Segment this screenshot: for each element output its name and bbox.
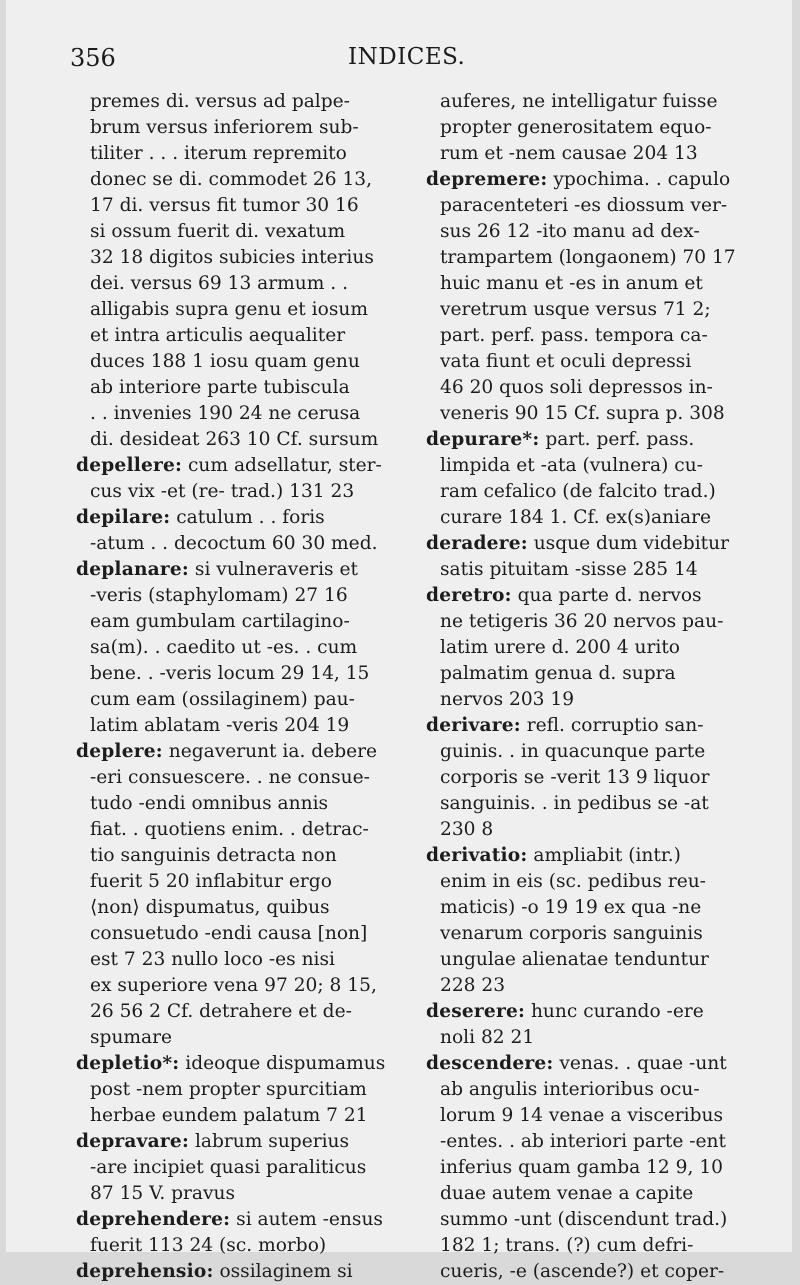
index-line — [76, 1155, 386, 1181]
index-line — [76, 297, 386, 323]
index-line — [76, 271, 386, 297]
page-number: 356 — [70, 44, 116, 72]
index-text: part. perf. pass. — [539, 429, 695, 450]
index-text: nervos 203 19 — [440, 689, 575, 710]
index-line — [76, 167, 386, 193]
index-text: negaverunt ia. debere — [162, 741, 377, 762]
index-line — [76, 921, 386, 947]
index-line — [76, 115, 386, 141]
index-text: et intra articulis aequaliter — [90, 325, 346, 346]
index-text: sanguinis. . in pedibus se -at — [440, 793, 709, 814]
index-line — [426, 999, 736, 1025]
index-line — [426, 765, 736, 791]
index-line — [426, 89, 736, 115]
index-text: herbae eundem palatum 7 21 — [90, 1105, 368, 1126]
index-line — [426, 1181, 736, 1207]
index-text: propter generositatem equo- — [440, 117, 712, 138]
index-line — [76, 323, 386, 349]
index-headword: deprehendere: — [76, 1209, 231, 1230]
index-line — [426, 1233, 736, 1259]
index-text: limpida et -ata (vulnera) cu- — [440, 455, 703, 476]
index-line — [76, 479, 386, 505]
index-text: veneris 90 15 Cf. supra p. 308 — [440, 403, 725, 424]
index-text: trampartem (longaonem) 70 17 — [440, 247, 736, 268]
index-text: ⟨non⟩ dispumatus, quibus — [90, 897, 330, 918]
index-line — [426, 427, 736, 453]
index-headword: deretro: — [426, 585, 512, 606]
index-line — [426, 739, 736, 765]
index-text: premes di. versus ad palpe- — [90, 91, 350, 112]
index-text: duces 188 1 iosu quam genu — [90, 351, 360, 372]
index-line — [76, 583, 386, 609]
index-line — [76, 1077, 386, 1103]
index-line — [426, 1051, 736, 1077]
index-text: spumare — [90, 1027, 173, 1048]
index-line — [426, 401, 736, 427]
index-text: bene. . -veris locum 29 14, 15 — [90, 663, 370, 684]
index-line — [426, 843, 736, 869]
index-text: usque dum videbitur — [527, 533, 729, 554]
index-line — [76, 609, 386, 635]
index-headword: descendere: — [426, 1053, 554, 1074]
index-text: tiliter . . . iterum repremito — [90, 143, 347, 164]
index-text: latim ablatam -veris 204 19 — [90, 715, 350, 736]
index-line — [426, 713, 736, 739]
index-line — [76, 947, 386, 973]
index-text: veretrum usque versus 71 2; — [440, 299, 711, 320]
index-text: 87 15 V. pravus — [90, 1183, 236, 1204]
index-line — [426, 531, 736, 557]
index-text: si ossum fuerit di. vexatum — [90, 221, 346, 242]
index-headword: deserere: — [426, 1001, 526, 1022]
index-text: est 7 23 nullo loco -es nisi — [90, 949, 335, 970]
index-headword: deplere: — [76, 741, 163, 762]
index-line — [426, 323, 736, 349]
index-line — [76, 661, 386, 687]
index-line — [76, 1259, 386, 1285]
index-line — [426, 869, 736, 895]
index-text: 230 8 — [440, 819, 494, 840]
index-text: catulum . . foris — [170, 507, 325, 528]
index-line — [76, 1103, 386, 1129]
index-text: fiat. . quotiens enim. . detrac- — [90, 819, 369, 840]
index-text: ex superiore vena 97 20; 8 15, — [90, 975, 377, 996]
index-text: ne tetigeris 36 20 nervos pau- — [440, 611, 724, 632]
index-line — [426, 1155, 736, 1181]
index-headword: depremere: — [426, 169, 548, 190]
index-line — [76, 1181, 386, 1207]
index-text: latim urere d. 200 4 urito — [440, 637, 681, 658]
index-text: noli 82 21 — [440, 1027, 535, 1048]
book-page — [6, 0, 792, 1282]
index-line — [426, 557, 736, 583]
index-line — [76, 453, 386, 479]
index-line — [76, 739, 386, 765]
index-text: curare 184 1. Cf. ex(s)aniare — [440, 507, 712, 528]
index-text: auferes, ne intelligatur fuisse — [440, 91, 718, 112]
index-text: paracenteteri -es diossum ver- — [440, 195, 728, 216]
index-line — [426, 193, 736, 219]
index-text: 228 23 — [440, 975, 506, 996]
index-line — [426, 1077, 736, 1103]
index-text: labrum superius — [189, 1131, 350, 1152]
index-line — [426, 271, 736, 297]
index-line — [76, 427, 386, 453]
index-text: tio sanguinis detracta non — [90, 845, 337, 866]
index-line — [76, 635, 386, 661]
index-text: ideoque dispumamus — [179, 1053, 386, 1074]
index-text: 26 56 2 Cf. detrahere et de- — [90, 1001, 352, 1022]
index-line — [76, 401, 386, 427]
index-line — [76, 791, 386, 817]
index-line — [76, 1051, 386, 1077]
index-line — [76, 1025, 386, 1051]
index-text: ab interiore parte tubiscula — [90, 377, 350, 398]
index-text: tudo -endi omnibus annis — [90, 793, 329, 814]
index-text: huic manu et -es in anum et — [440, 273, 703, 294]
index-text: refl. corruptio san- — [520, 715, 704, 736]
index-text: ungulae alienatae tenduntur — [440, 949, 709, 970]
index-text: si autem -ensus — [230, 1209, 383, 1230]
index-line — [426, 219, 736, 245]
index-line — [76, 141, 386, 167]
index-headword: deradere: — [426, 533, 528, 554]
index-text: . . invenies 190 24 ne cerusa — [90, 403, 361, 424]
index-line — [76, 999, 386, 1025]
index-line — [426, 141, 736, 167]
index-text: -are incipiet quasi paraliticus — [90, 1157, 367, 1178]
index-line — [426, 245, 736, 271]
index-text: eam gumbulam cartilagino- — [90, 611, 350, 632]
running-title: INDICES. — [348, 44, 466, 70]
index-text: 46 20 quos soli depressos in- — [440, 377, 713, 398]
index-line — [426, 895, 736, 921]
index-text: donec se di. commodet 26 13, — [90, 169, 373, 190]
index-headword: depilare: — [76, 507, 171, 528]
left-column — [76, 89, 386, 1285]
index-line — [76, 89, 386, 115]
index-line — [426, 817, 736, 843]
index-line — [426, 115, 736, 141]
index-line — [426, 947, 736, 973]
index-line — [426, 791, 736, 817]
index-headword: derivatio: — [426, 845, 528, 866]
index-line — [76, 1129, 386, 1155]
index-text: di. desideat 263 10 Cf. sursum — [90, 429, 379, 450]
index-text: sus 26 12 -ito manu ad dex- — [440, 221, 700, 242]
index-text: fuerit 5 20 inflabitur ergo — [90, 871, 332, 892]
index-line — [426, 349, 736, 375]
index-line — [76, 245, 386, 271]
index-headword: deplanare: — [76, 559, 189, 580]
index-text: enim in eis (sc. pedibus reu- — [440, 871, 706, 892]
index-line — [76, 869, 386, 895]
index-line — [426, 1259, 736, 1285]
index-text: -eri consuescere. . ne consue- — [90, 767, 370, 788]
index-line — [76, 765, 386, 791]
index-text: venarum corporis sanguinis — [440, 923, 703, 944]
index-text: maticis) -o 19 19 ex qua -ne — [440, 897, 702, 918]
index-line — [426, 1129, 736, 1155]
index-text: cum eam (ossilaginem) pau- — [90, 689, 355, 710]
index-text: inferius quam gamba 12 9, 10 — [440, 1157, 723, 1178]
index-text: ab angulis interioribus ocu- — [440, 1079, 700, 1100]
index-text: hunc curando -ere — [525, 1001, 704, 1022]
index-text: lorum 9 14 venae a visceribus — [440, 1105, 724, 1126]
index-line — [76, 713, 386, 739]
index-line — [426, 167, 736, 193]
index-text: part. perf. pass. tempora ca- — [440, 325, 708, 346]
index-line — [76, 973, 386, 999]
index-text: ram cefalico (de falcito trad.) — [440, 481, 716, 502]
index-line — [76, 349, 386, 375]
index-line — [76, 687, 386, 713]
index-text: rum et -nem causae 204 13 — [440, 143, 698, 164]
index-text: qua parte d. nervos — [511, 585, 702, 606]
index-line — [426, 297, 736, 323]
index-text: vata fiunt et oculi depressi — [440, 351, 692, 372]
index-headword: depurare*: — [426, 429, 540, 450]
index-text: venas. . quae -unt — [553, 1053, 727, 1074]
index-text: corporis se -verit 13 9 liquor — [440, 767, 710, 788]
index-line — [426, 1025, 736, 1051]
index-text: consuetudo -endi causa [non] — [90, 923, 368, 944]
index-text: -atum . . decoctum 60 30 med. — [90, 533, 378, 554]
index-text: alligabis supra genu et iosum — [90, 299, 368, 320]
index-line — [426, 661, 736, 687]
index-text: ossilaginem si — [213, 1261, 353, 1282]
index-text: cueris, -e (ascende?) et coper- — [440, 1261, 725, 1282]
index-headword: deprehensio: — [76, 1261, 214, 1282]
index-text: palmatim genua d. supra — [440, 663, 676, 684]
index-line — [76, 193, 386, 219]
index-text: dei. versus 69 13 armum . . — [90, 273, 349, 294]
index-text: 32 18 digitos subicies interius — [90, 247, 374, 268]
index-line — [426, 687, 736, 713]
index-line — [76, 219, 386, 245]
index-text: duae autem venae a capite — [440, 1183, 694, 1204]
index-text: guinis. . in quacunque parte — [440, 741, 706, 762]
index-line — [426, 973, 736, 999]
index-text: si vulneraveris et — [189, 559, 358, 580]
index-line — [76, 1207, 386, 1233]
index-line — [426, 921, 736, 947]
index-text: cus vix -et (re- trad.) 131 23 — [90, 481, 355, 502]
index-line — [76, 895, 386, 921]
index-text: ypochima. . capulo — [547, 169, 731, 190]
index-line — [76, 1233, 386, 1259]
index-line — [76, 843, 386, 869]
index-line — [426, 583, 736, 609]
index-text: 182 1; trans. (?) cum defri- — [440, 1235, 694, 1256]
index-headword: depellere: — [76, 455, 183, 476]
index-text: brum versus inferiorem sub- — [90, 117, 359, 138]
index-text: -entes. . ab interiori parte -ent — [440, 1131, 726, 1152]
index-line — [426, 1103, 736, 1129]
index-line — [426, 1207, 736, 1233]
index-text: satis pituitam -sisse 285 14 — [440, 559, 698, 580]
index-headword: depravare: — [76, 1131, 190, 1152]
index-line — [76, 531, 386, 557]
index-line — [76, 557, 386, 583]
index-text: post -nem propter spurcitiam — [90, 1079, 367, 1100]
index-text: 17 di. versus fit tumor 30 16 — [90, 195, 359, 216]
index-text: cum adsellatur, ster- — [182, 455, 382, 476]
index-line — [76, 505, 386, 531]
index-text: -veris (staphylomam) 27 16 — [90, 585, 348, 606]
index-line — [426, 479, 736, 505]
index-line — [426, 505, 736, 531]
index-headword: depletio*: — [76, 1053, 180, 1074]
index-line — [76, 817, 386, 843]
index-text: fuerit 113 24 (sc. morbo) — [90, 1235, 327, 1256]
index-line — [426, 609, 736, 635]
index-text: ampliabit (intr.) — [527, 845, 681, 866]
index-text: sa(m). . caedito ut -es. . cum — [90, 637, 358, 658]
index-text: summo -unt (discendunt trad.) — [440, 1209, 728, 1230]
index-line — [76, 375, 386, 401]
index-headword: derivare: — [426, 715, 521, 736]
index-line — [426, 635, 736, 661]
index-line — [426, 453, 736, 479]
right-column — [426, 89, 736, 1285]
index-line — [426, 375, 736, 401]
